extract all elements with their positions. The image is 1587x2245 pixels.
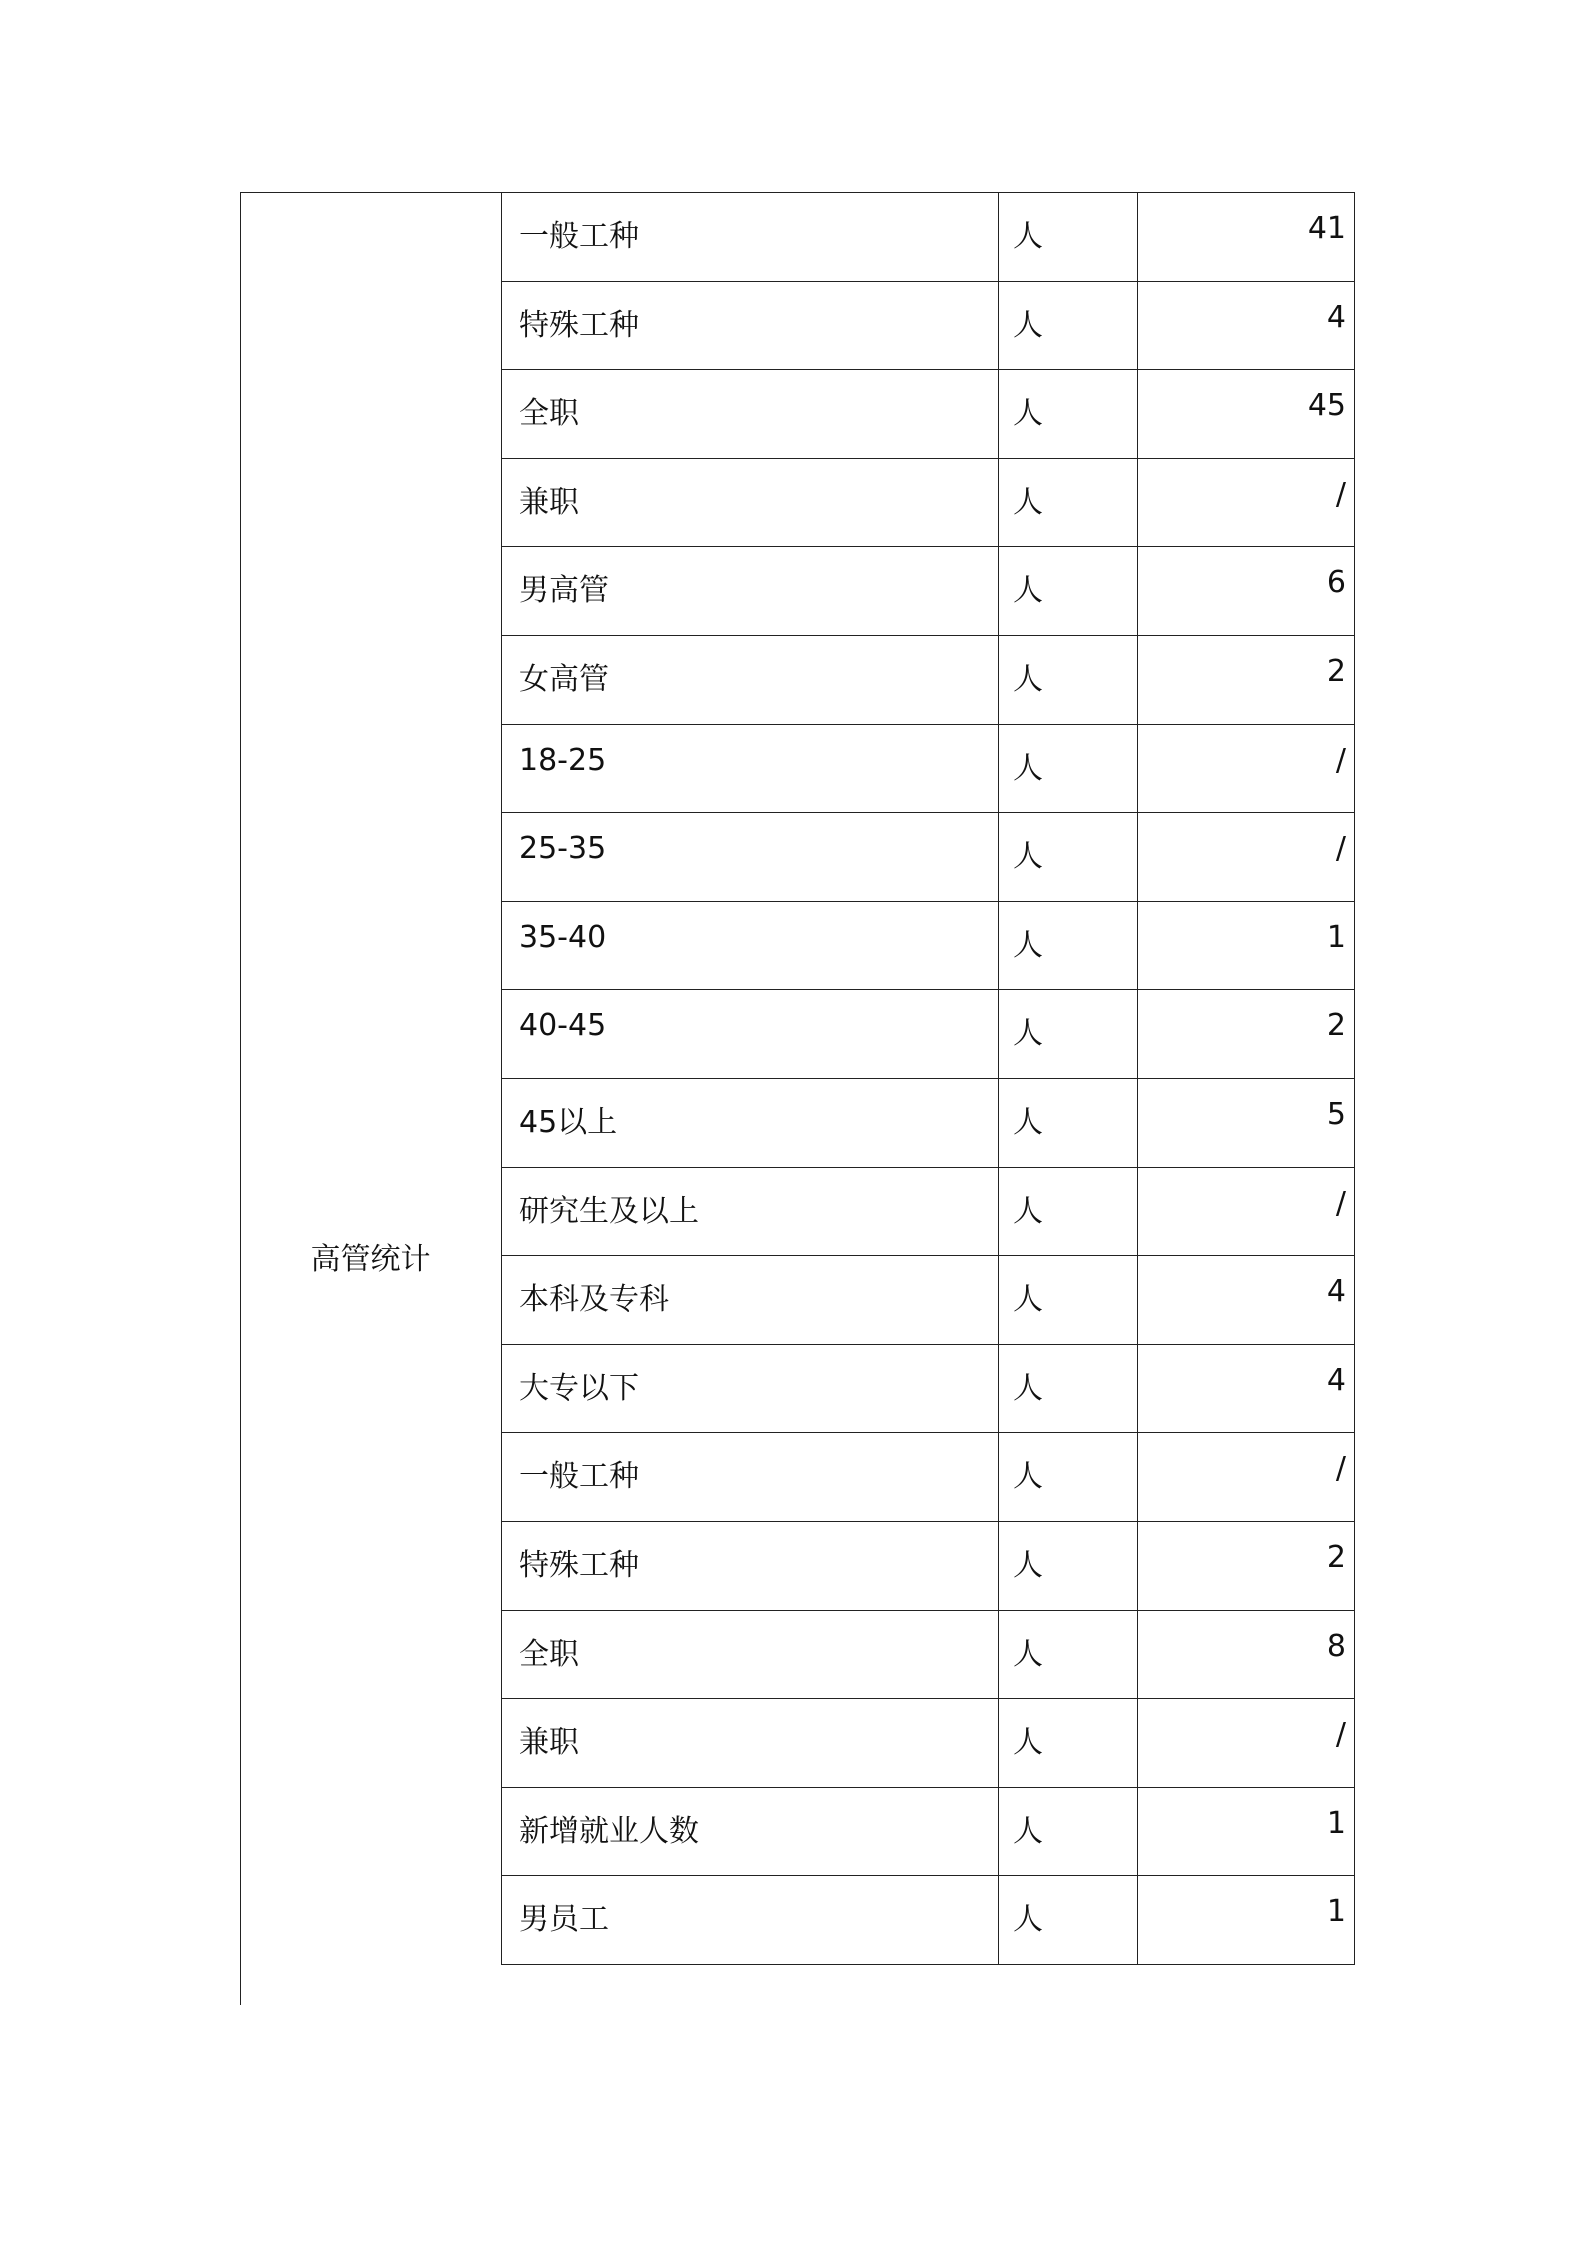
row-label: 兼职 bbox=[502, 458, 999, 547]
row-unit: 人 bbox=[999, 1078, 1138, 1167]
row-value: / bbox=[1138, 724, 1355, 813]
category-label: 高管统计 bbox=[310, 1242, 431, 1277]
table-row bbox=[502, 724, 1355, 813]
row-value: 5 bbox=[1138, 1078, 1355, 1167]
row-value: / bbox=[1138, 1167, 1355, 1256]
row-value: 4 bbox=[1138, 281, 1355, 370]
table-row bbox=[502, 1787, 1355, 1876]
row-value: 45 bbox=[1138, 370, 1355, 459]
row-label: 18-25 bbox=[502, 724, 999, 813]
row-value: 41 bbox=[1138, 193, 1355, 282]
row-unit: 人 bbox=[999, 990, 1138, 1079]
row-unit: 人 bbox=[999, 1521, 1138, 1610]
table-row bbox=[502, 1256, 1355, 1345]
row-unit: 人 bbox=[999, 458, 1138, 547]
row-unit: 人 bbox=[999, 193, 1138, 282]
row-value: 4 bbox=[1138, 1344, 1355, 1433]
table-row bbox=[502, 635, 1355, 724]
row-value: / bbox=[1138, 1433, 1355, 1522]
row-unit: 人 bbox=[999, 901, 1138, 990]
row-label: 本科及专科 bbox=[502, 1256, 999, 1345]
table-row bbox=[502, 1344, 1355, 1433]
row-value: 2 bbox=[1138, 635, 1355, 724]
row-value: 2 bbox=[1138, 1521, 1355, 1610]
table-row bbox=[502, 458, 1355, 547]
row-value: / bbox=[1138, 458, 1355, 547]
row-label: 新增就业人数 bbox=[502, 1787, 999, 1876]
row-unit: 人 bbox=[999, 635, 1138, 724]
row-unit: 人 bbox=[999, 813, 1138, 902]
table-row bbox=[502, 1699, 1355, 1788]
row-label: 一般工种 bbox=[502, 193, 999, 282]
table-row bbox=[502, 1521, 1355, 1610]
table-row bbox=[502, 813, 1355, 902]
row-unit: 人 bbox=[999, 281, 1138, 370]
row-unit: 人 bbox=[999, 1167, 1138, 1256]
row-label: 全职 bbox=[502, 1610, 999, 1699]
table-row bbox=[502, 281, 1355, 370]
table-row bbox=[502, 547, 1355, 636]
statistics-table bbox=[501, 192, 1355, 1965]
table-row bbox=[502, 370, 1355, 459]
row-label: 40-45 bbox=[502, 990, 999, 1079]
row-unit: 人 bbox=[999, 370, 1138, 459]
row-label: 全职 bbox=[502, 370, 999, 459]
row-label: 特殊工种 bbox=[502, 1521, 999, 1610]
row-label: 女高管 bbox=[502, 635, 999, 724]
table-row bbox=[502, 901, 1355, 990]
row-value: 1 bbox=[1138, 901, 1355, 990]
row-label: 45以上 bbox=[502, 1078, 999, 1167]
row-unit: 人 bbox=[999, 1433, 1138, 1522]
row-unit: 人 bbox=[999, 1787, 1138, 1876]
row-label: 特殊工种 bbox=[502, 281, 999, 370]
row-value: / bbox=[1138, 813, 1355, 902]
row-value: / bbox=[1138, 1699, 1355, 1788]
row-label: 研究生及以上 bbox=[502, 1167, 999, 1256]
category-column-top-border bbox=[240, 192, 501, 193]
category-column-left-border bbox=[240, 192, 241, 2005]
row-value: 1 bbox=[1138, 1787, 1355, 1876]
row-label: 25-35 bbox=[502, 813, 999, 902]
row-unit: 人 bbox=[999, 1344, 1138, 1433]
row-label: 一般工种 bbox=[502, 1433, 999, 1522]
row-value: 8 bbox=[1138, 1610, 1355, 1699]
row-value: 1 bbox=[1138, 1876, 1355, 1965]
row-unit: 人 bbox=[999, 1610, 1138, 1699]
table-row bbox=[502, 193, 1355, 282]
row-unit: 人 bbox=[999, 1876, 1138, 1965]
row-value: 2 bbox=[1138, 990, 1355, 1079]
table-row bbox=[502, 1167, 1355, 1256]
row-label: 35-40 bbox=[502, 901, 999, 990]
table-row bbox=[502, 1876, 1355, 1965]
row-value: 6 bbox=[1138, 547, 1355, 636]
row-unit: 人 bbox=[999, 1256, 1138, 1345]
row-label: 男高管 bbox=[502, 547, 999, 636]
table-row bbox=[502, 1078, 1355, 1167]
table-row bbox=[502, 1433, 1355, 1522]
row-unit: 人 bbox=[999, 724, 1138, 813]
table-row bbox=[502, 990, 1355, 1079]
table-row bbox=[502, 1610, 1355, 1699]
row-value: 4 bbox=[1138, 1256, 1355, 1345]
row-label: 兼职 bbox=[502, 1699, 999, 1788]
row-unit: 人 bbox=[999, 1699, 1138, 1788]
row-label: 男员工 bbox=[502, 1876, 999, 1965]
row-label: 大专以下 bbox=[502, 1344, 999, 1433]
row-unit: 人 bbox=[999, 547, 1138, 636]
